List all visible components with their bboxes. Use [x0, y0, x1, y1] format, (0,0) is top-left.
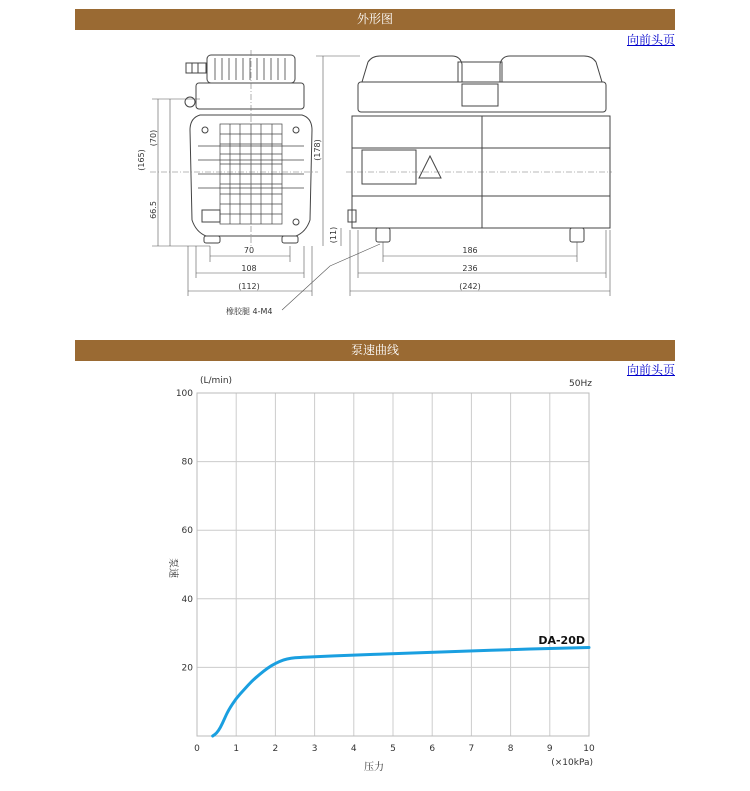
dim-236: 236 — [462, 264, 478, 273]
x-tick-label: 3 — [311, 744, 318, 754]
dim-70-vertical: (70) — [149, 129, 158, 147]
x-tick-label: 7 — [468, 744, 475, 754]
dim-165: (165) — [137, 149, 146, 171]
dim-11: (11) — [329, 226, 338, 244]
x-tick-label: 8 — [507, 744, 514, 754]
x-tick-label: 1 — [233, 744, 240, 754]
dim-108: 108 — [241, 264, 257, 273]
y-tick-label: 100 — [175, 389, 193, 399]
frequency-label: 50Hz — [569, 379, 592, 389]
dim-178: (178) — [313, 139, 322, 161]
x-tick-label: 4 — [350, 744, 357, 754]
y-axis-title: 泵速 — [167, 558, 178, 578]
rubber-foot-label: 橡胶腿 4-M4 — [226, 307, 273, 316]
back-to-top-link[interactable]: 向前头页 — [626, 33, 675, 47]
x-tick-label: 2 — [272, 744, 279, 754]
x-tick-label: 10 — [583, 744, 595, 754]
dim-186: 186 — [462, 246, 478, 255]
y-tick-label: 20 — [181, 663, 193, 674]
dim-70: 70 — [243, 246, 255, 255]
dim-242: (242) — [459, 282, 481, 291]
curve-section-header: 泵速曲线 — [75, 340, 675, 361]
x-tick-label: 0 — [194, 744, 200, 754]
y-tick-label: 80 — [181, 457, 193, 468]
outline-section-header: 外形图 — [75, 9, 675, 30]
x-tick-label: 9 — [546, 744, 553, 754]
x-tick-label: 5 — [390, 744, 396, 754]
x-tick-label: 6 — [429, 744, 436, 754]
x-axis-title: 压力 — [364, 762, 384, 773]
chart-grid — [197, 393, 589, 736]
x-unit-label: (×10kPa) — [551, 758, 593, 768]
series-line-da-20d — [213, 648, 589, 736]
y-tick-label: 60 — [181, 526, 193, 537]
dim-112: (112) — [238, 282, 260, 291]
y-tick-label: 40 — [181, 594, 193, 605]
y-unit-label: (L/min) — [200, 376, 233, 386]
dim-66-5: 66.5 — [149, 201, 158, 219]
back-to-top-link-2[interactable]: 向前头页 — [626, 363, 675, 377]
series-label-da-20d: DA-20D — [538, 634, 585, 647]
